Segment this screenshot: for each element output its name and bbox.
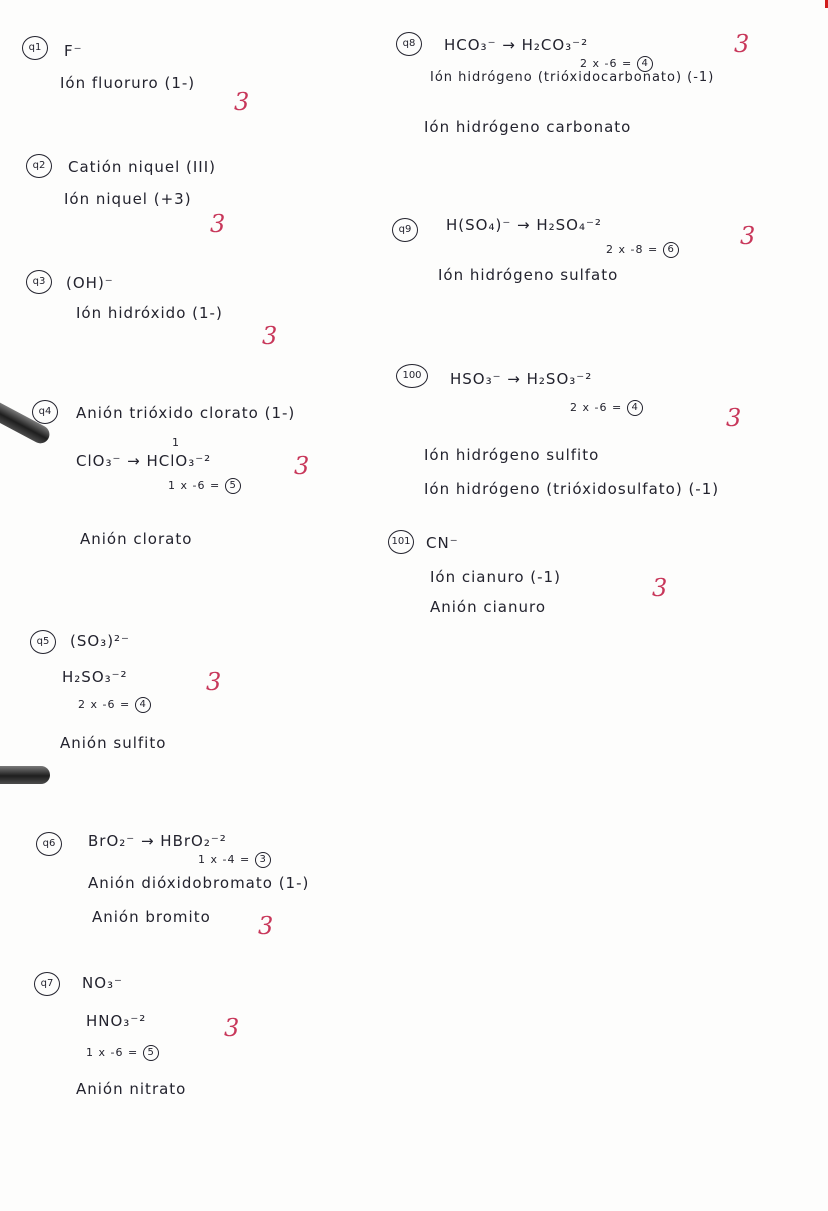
oxidation-superscript: 1: [172, 436, 180, 449]
exercise-formula: Catión niquel (III): [68, 158, 217, 176]
exercise-number: q2: [26, 154, 52, 178]
working-text: 1 x -6 =: [168, 479, 221, 492]
grade-mark: 3: [734, 30, 750, 58]
oxidation-state-circle: 4: [627, 400, 643, 416]
exercise-formula: Anión trióxido clorato (1-): [76, 404, 296, 422]
exercise-answer: Ión hidrógeno sulfato: [438, 266, 619, 284]
exercise-calculation: HNO₃⁻²: [86, 1012, 147, 1030]
exercise-answer: Anión nitrato: [76, 1080, 187, 1098]
grade-mark: 3: [294, 452, 310, 480]
working-text: 1 x -4 =: [198, 853, 251, 866]
exercise-number: q3: [26, 270, 52, 294]
working-text: 2 x -6 =: [570, 401, 623, 414]
exercise-number: q4: [32, 400, 58, 424]
exercise-formula: F⁻: [64, 42, 83, 60]
working-text: 2 x -8 =: [606, 243, 659, 256]
exercise-working: [606, 242, 679, 258]
grade-mark: 3: [258, 912, 274, 940]
exercise-answer: Ión hidrógeno sulfito: [424, 446, 600, 464]
exercise-answer: Ión niquel (+3): [64, 190, 192, 208]
exercise-answer: Anión dióxidobromato (1-): [88, 874, 310, 892]
exercise-calculation: ClO₃⁻ → HClO₃⁻²: [76, 452, 212, 470]
exercise-number: q9: [392, 218, 418, 242]
exercise-number: q7: [34, 972, 60, 996]
working-text: 1 x -6 =: [86, 1046, 139, 1059]
oxidation-state-circle: 3: [255, 852, 271, 868]
oxidation-state-circle: 5: [225, 478, 241, 494]
exercise-answer: Anión cianuro: [430, 598, 547, 616]
oxidation-state-circle: 4: [135, 697, 151, 713]
exercise-answer: Ión hidrógeno carbonato: [424, 118, 632, 136]
exercise-number: q1: [22, 36, 48, 60]
grade-mark: 3: [726, 404, 742, 432]
grade-mark: 3: [262, 322, 278, 350]
working-text: 2 x -6 =: [580, 57, 633, 70]
exercise-answer: Ión hidróxido (1-): [76, 304, 223, 322]
grade-mark: 3: [652, 574, 668, 602]
oxidation-state-circle: 4: [637, 56, 653, 72]
pen-shadow-bottom: [0, 766, 50, 784]
grade-mark: 3: [234, 88, 250, 116]
exercise-answer: Ión fluoruro (1-): [60, 74, 196, 92]
exercise-answer: Ión hidrógeno (trióxidosulfato) (-1): [424, 480, 720, 498]
oxidation-state-circle: 6: [663, 242, 679, 258]
exercise-answer: Anión sulfito: [60, 734, 167, 752]
exercise-formula: (OH)⁻: [66, 274, 114, 292]
grade-mark: 3: [740, 222, 756, 250]
exercise-number: q8: [396, 32, 422, 56]
exercise-formula: NO₃⁻: [82, 974, 123, 992]
grade-mark: 3: [206, 668, 222, 696]
exercise-formula: (SO₃)²⁻: [70, 632, 130, 650]
exercise-answer: Anión clorato: [80, 530, 193, 548]
exercise-working: [168, 478, 241, 494]
exercise-number: 101: [388, 530, 414, 554]
exercise-formula: HSO₃⁻ → H₂SO₃⁻²: [450, 370, 593, 388]
exercise-answer: Ión cianuro (-1): [430, 568, 561, 586]
grade-mark: 3: [210, 210, 226, 238]
exercise-working: [570, 400, 643, 416]
exercise-formula: H(SO₄)⁻ → H₂SO₄⁻²: [446, 216, 602, 234]
grade-mark: 3: [224, 1014, 240, 1042]
exercise-working: [78, 697, 151, 713]
oxidation-state-circle: 5: [143, 1045, 159, 1061]
working-text: 2 x -6 =: [78, 698, 131, 711]
exercise-number: q5: [30, 630, 56, 654]
exercise-formula: HCO₃⁻ → H₂CO₃⁻²: [444, 36, 589, 54]
exercise-working: [198, 852, 271, 868]
exercise-working: [86, 1045, 159, 1061]
exercise-calculation: H₂SO₃⁻²: [62, 668, 128, 686]
exercise-number: q6: [36, 832, 62, 856]
exercise-formula: CN⁻: [426, 534, 459, 552]
exercise-answer: Ión hidrógeno (trióxidocarbonato) (-1): [430, 70, 715, 85]
exercise-formula: BrO₂⁻ → HBrO₂⁻²: [88, 832, 227, 850]
exercise-number: 100: [396, 364, 428, 388]
exercise-answer: Anión bromito: [92, 908, 211, 926]
